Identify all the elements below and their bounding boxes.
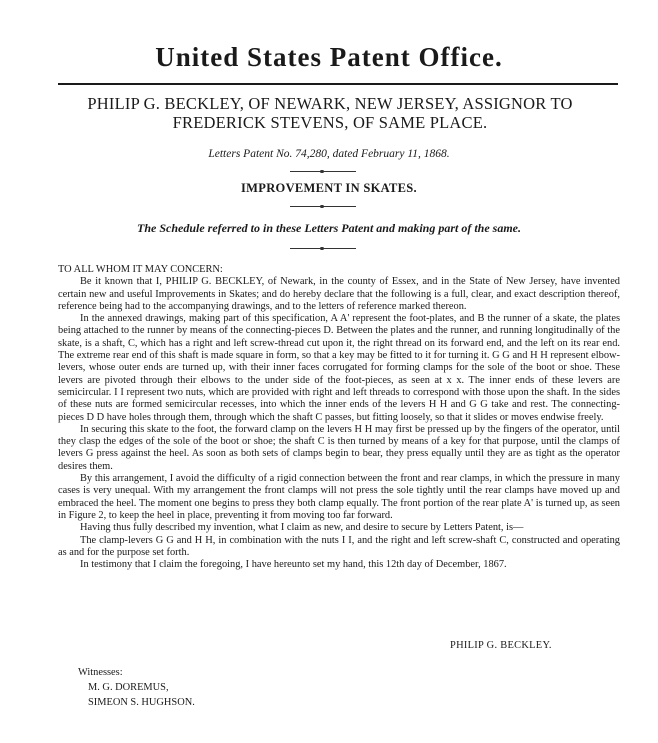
paragraph: The clamp-levers G G and H H, in combination with the nuts I I, and the right and left screw-shaft C, constructed and operating as and for the purpose set forth. bbox=[58, 534, 620, 558]
divider bbox=[290, 171, 356, 172]
letters-patent-line: Letters Patent No. 74,280, dated February 11, 1868. bbox=[208, 148, 450, 160]
witnesses-block bbox=[78, 665, 195, 710]
office-title: United States Patent Office. bbox=[155, 42, 503, 72]
divider bbox=[290, 206, 356, 207]
paragraph: In the annexed drawings, making part of this specification, A A' represent the foot-plates, and B the runner of a skate, the plates being attached to the runner by means of the connecting-pieces D. Between the plates and the runner, and running longitudinally of the skate, is a shaft, C, which has a right and left screw-thread cut upon it, the right thread on its forward end, and the left on its rear end. The extreme rear end of this shaft is made square in form, so that a key may be fitted to it for turning it. G G and H H represent elbow-levers, whose outer ends are turned up, with their inner faces corrugated for forming clamps for the sole of the boot or shoe. These levers are pivoted through their elbows to the under side of the foot-pieces, as seen at x x. The inner ends of these levers are semicircular. I I represent two nuts, which are provided with right and left threads to correspond with those upon the shaft. In the sides of these nuts are formed semicircular recesses, into which the inner ends of the levers H H and G G take and rest. The connecting-pieces D D have holes through them, through which the shaft C passes, but fitting loosely, so that it slides or moves endwise freely. bbox=[58, 313, 620, 423]
top-rule bbox=[58, 83, 618, 85]
witness-name: M. G. DOREMUS, bbox=[88, 682, 169, 693]
paragraph: In securing this skate to the foot, the forward clamp on the levers H H may first be pressed up by the fingers of the operator, until they clasp the edges of the sole of the boot or shoe; the shaft C is then turned by means of a key for that purpose, until the clamps of levers G press against the heel. As soon as both sets of clamps begin to bear, they press equally until they are as tight as the operator desires them. bbox=[58, 423, 620, 472]
paragraph: Having thus fully described my invention, what I claim as new, and desire to secure by Letters Patent, is— bbox=[80, 522, 524, 534]
signature-name: PHILIP G. BECKLEY. bbox=[450, 640, 552, 651]
divider bbox=[290, 248, 356, 249]
patent-heading: PHILIP G. BECKLEY, OF NEWARK, NEW JERSEY, ASSIGNOR TO FREDERICK STEVENS, OF SAME PLACE. bbox=[87, 94, 573, 132]
witness-name: SIMEON S. HUGHSON. bbox=[88, 697, 195, 708]
paragraph: Be it known that I, PHILIP G. BECKLEY, of Newark, in the county of Essex, and in the State of New Jersey, have invented certain new and useful Improvements in Skates; and do hereby declare that the following is a full, clear, and exact description thereof, reference being had to the accompanying drawings, and to the letters of reference marked thereon. bbox=[58, 276, 620, 312]
witnesses-label: Witnesses: bbox=[78, 667, 123, 678]
salutation: TO ALL WHOM IT MAY CONCERN: bbox=[58, 264, 223, 275]
specification-text bbox=[58, 264, 620, 571]
schedule-line: The Schedule referred to in these Letters Patent and making part of the same. bbox=[137, 221, 521, 235]
paragraph: In testimony that I claim the foregoing, I have hereunto set my hand, this 12th day of December, 1867. bbox=[80, 559, 507, 571]
paragraph: By this arrangement, I avoid the difficulty of a rigid connection between the front and rear clamps, in which the pressure in many cases is very unequal. With my arrangement the front clamps will not press the sole tightly until the rear clamps have moved up and embraced the heel. The moment one begins to press they both clamp equally. The front portion of the rear plate A' is turned up, as seen in Figure 2, to keep the heel in place, preventing it from moving too far forward. bbox=[58, 473, 620, 521]
improvement-title: IMPROVEMENT IN SKATES. bbox=[241, 181, 417, 195]
